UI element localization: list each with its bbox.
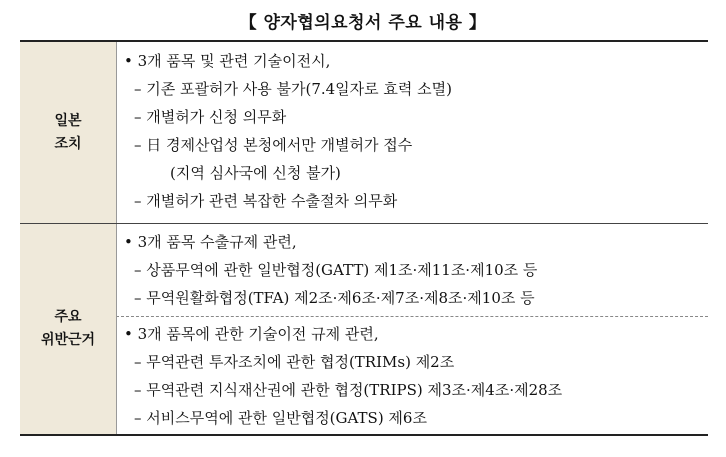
violation-block-export xyxy=(120,231,708,315)
table-bottom-border xyxy=(20,434,708,436)
label-japan-measures xyxy=(20,42,117,223)
label-line: 위반근거 xyxy=(40,332,96,348)
label-violation-grounds xyxy=(20,224,117,434)
label-line: 주요 xyxy=(54,309,82,325)
section-divider xyxy=(20,223,708,224)
japan-measures-content xyxy=(120,50,708,220)
violation-block-technology xyxy=(120,323,708,433)
list-item: – 개별허가 신청 의무화 xyxy=(134,108,287,126)
label-line: 조치 xyxy=(54,135,82,152)
list-item: – 무역관련 지식재산권에 관한 협정(TRIPS) 제3조·제4조·제28조 xyxy=(134,381,563,399)
list-item: – 무역관련 투자조치에 관한 협정(TRIMs) 제2조 xyxy=(134,353,455,371)
list-item: – 상품무역에 관한 일반협정(GATT) 제1조·제11조·제10조 등 xyxy=(134,261,538,279)
list-item: – 기존 포괄허가 사용 불가(7.4일자로 효력 소멸) xyxy=(134,80,452,98)
list-item: • 3개 품목에 관한 기술이전 규제 관련, xyxy=(124,325,379,343)
list-item: – 무역원활화협정(TFA) 제2조·제6조·제7조·제8조·제10조 등 xyxy=(134,289,535,307)
subsection-divider xyxy=(116,316,708,317)
label-line: 일본 xyxy=(54,112,82,129)
list-item: (지역 심사국에 신청 불가) xyxy=(170,164,341,182)
list-item: – 개별허가 관련 복잡한 수출절차 의무화 xyxy=(134,192,398,210)
table-top-border xyxy=(20,40,708,42)
list-item: • 3개 품목 및 관련 기술이전시, xyxy=(124,52,331,70)
document-title: 【 양자협의요청서 주요 내용 】 xyxy=(239,13,487,33)
list-item: – 日 경제산업성 본청에서만 개별허가 접수 xyxy=(134,136,413,154)
list-item: – 서비스무역에 관한 일반협정(GATS) 제6조 xyxy=(134,409,427,427)
list-item: • 3개 품목 수출규제 관련, xyxy=(124,233,297,251)
